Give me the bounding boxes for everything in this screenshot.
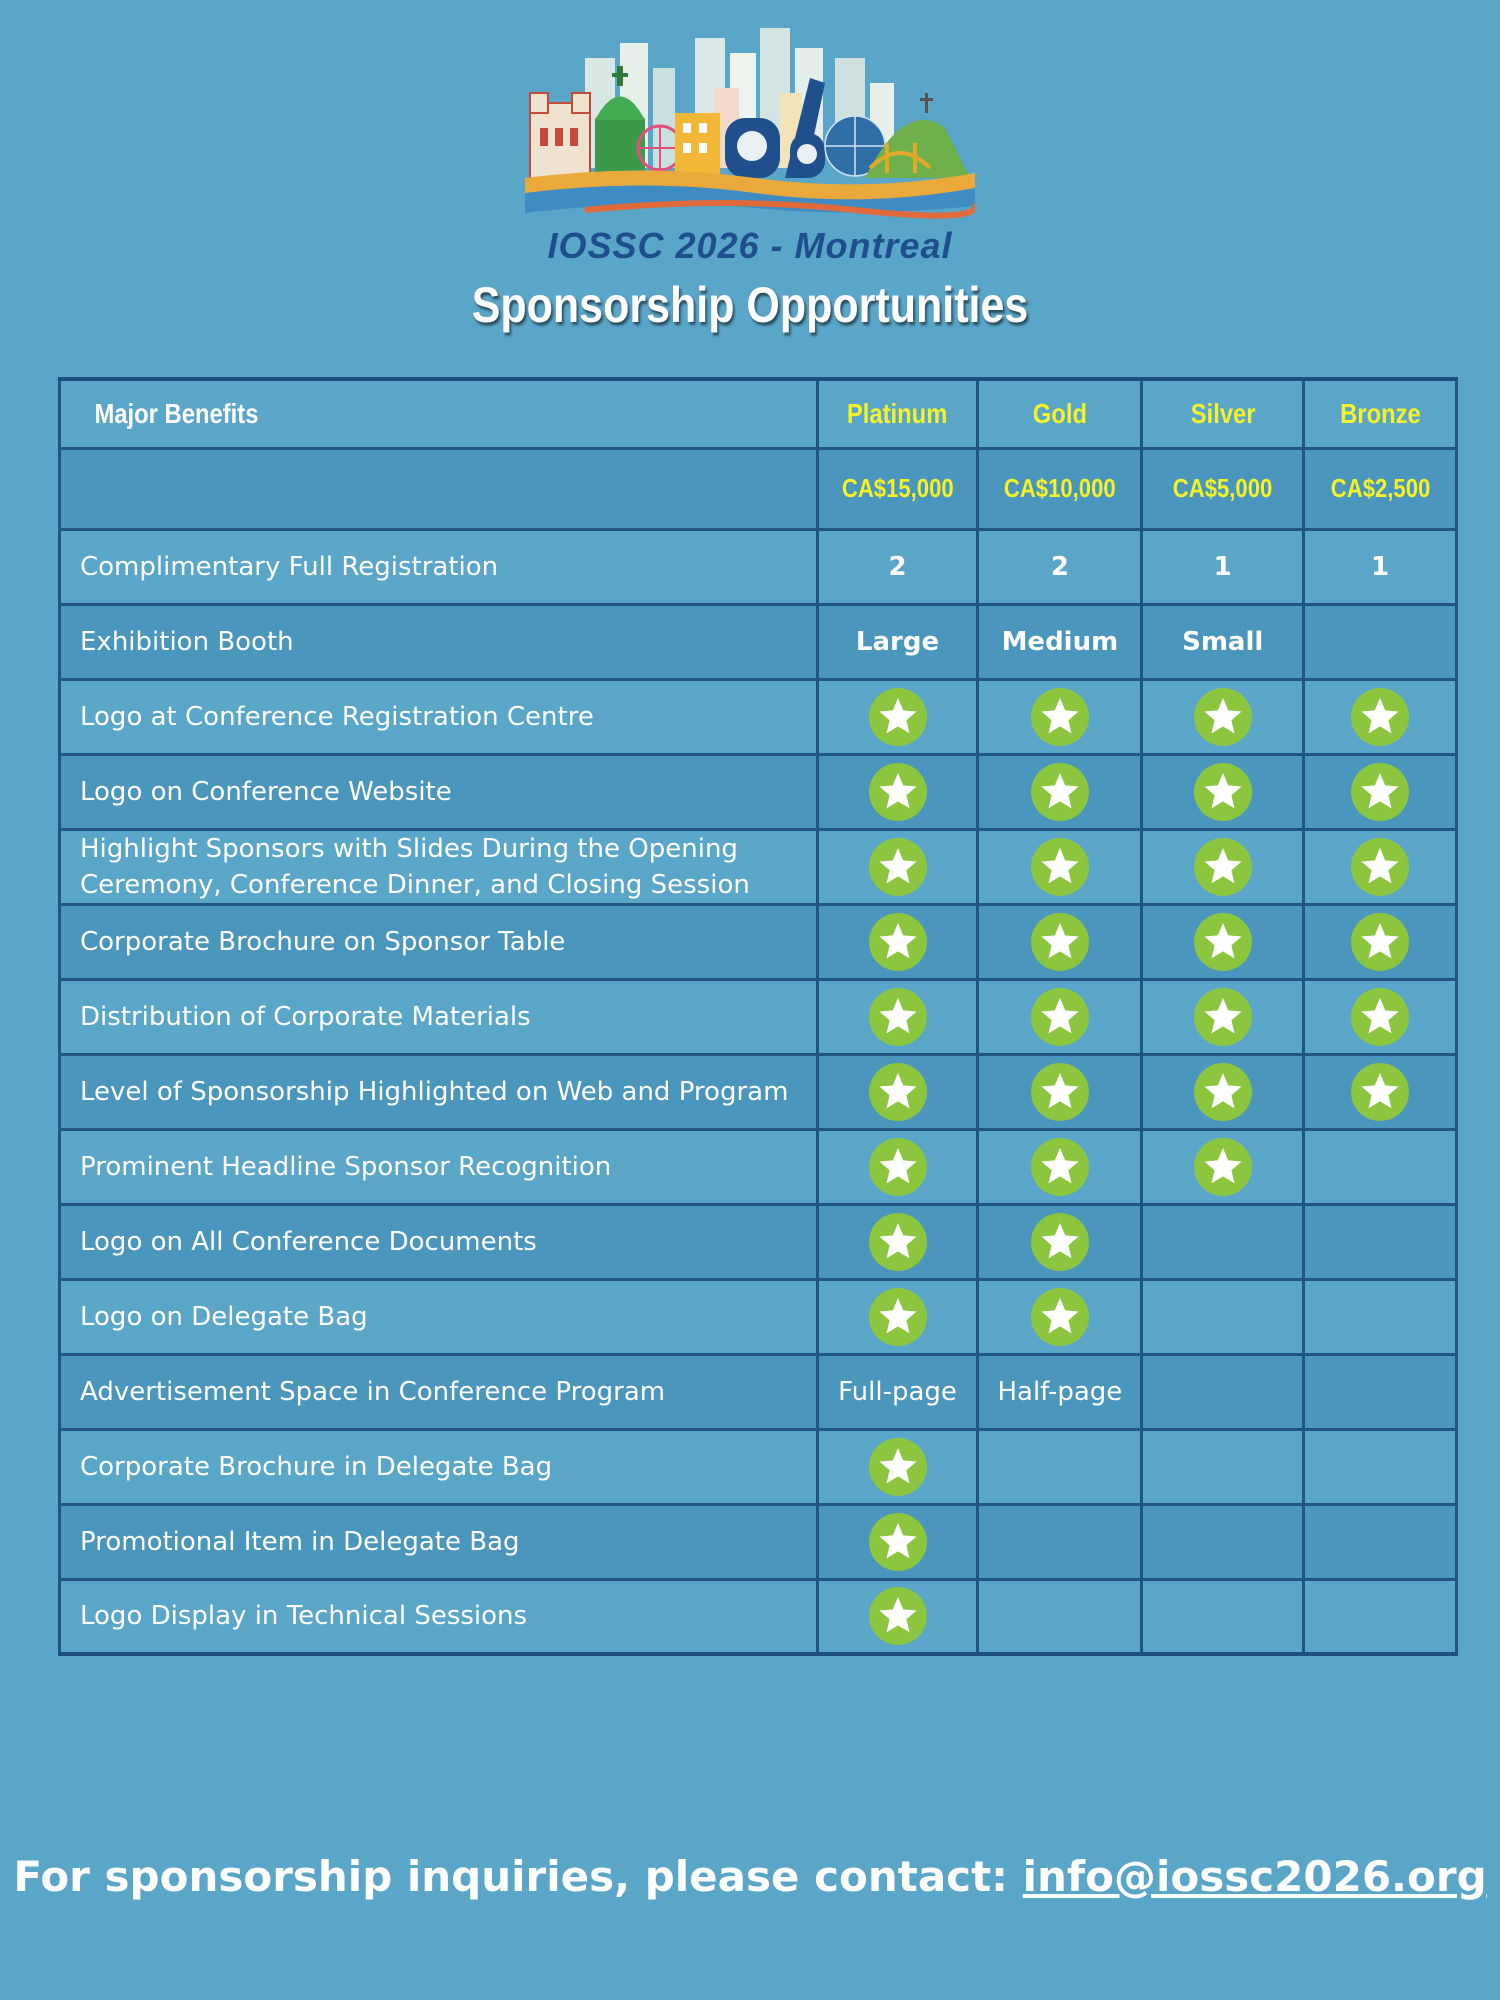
benefit-value-bronze xyxy=(1304,1429,1457,1504)
star-badge-icon xyxy=(869,688,927,746)
column-header-silver: Silver xyxy=(1142,379,1304,448)
star-badge-icon xyxy=(1351,763,1409,821)
benefit-included-silver xyxy=(1142,1054,1304,1129)
star-badge-icon xyxy=(1194,1138,1252,1196)
star-badge-icon xyxy=(869,1438,927,1496)
benefit-label: Distribution of Corporate Materials xyxy=(60,979,818,1054)
contact-email-link[interactable]: info@iossc2026.org xyxy=(1022,1852,1487,1901)
star-badge-icon xyxy=(1194,688,1252,746)
benefit-value-gold: 2 xyxy=(978,529,1142,604)
benefit-included-gold xyxy=(978,1279,1142,1354)
table-row xyxy=(60,829,1457,904)
sponsorship-table xyxy=(58,377,1458,1656)
benefit-value-silver xyxy=(1142,1504,1304,1579)
benefit-value-bronze: 1 xyxy=(1304,529,1457,604)
benefit-value-gold: Half-page xyxy=(978,1354,1142,1429)
benefit-included-gold xyxy=(978,1129,1142,1204)
benefit-label: Promotional Item in Delegate Bag xyxy=(60,1504,818,1579)
benefit-label: Logo Display in Technical Sessions xyxy=(60,1579,818,1654)
benefit-included-gold xyxy=(978,904,1142,979)
table-row xyxy=(60,1429,1457,1504)
benefit-value-silver: Small xyxy=(1142,604,1304,679)
benefit-included-platinum xyxy=(817,1054,978,1129)
star-badge-icon xyxy=(1194,1063,1252,1121)
column-header-platinum: Platinum xyxy=(817,379,978,448)
benefit-included-bronze xyxy=(1304,754,1457,829)
star-badge-icon xyxy=(869,988,927,1046)
benefit-included-silver xyxy=(1142,829,1304,904)
table-row xyxy=(60,1129,1457,1204)
montreal-skyline-icon xyxy=(525,28,975,228)
benefit-included-gold xyxy=(978,829,1142,904)
benefit-value-gold: Medium xyxy=(978,604,1142,679)
benefit-label: Corporate Brochure in Delegate Bag xyxy=(60,1429,818,1504)
star-badge-icon xyxy=(1194,763,1252,821)
table-row xyxy=(60,1054,1457,1129)
benefit-value-gold xyxy=(978,1504,1142,1579)
star-badge-icon xyxy=(1031,1288,1089,1346)
star-badge-icon xyxy=(1031,763,1089,821)
benefit-value-platinum: Full-page xyxy=(817,1354,978,1429)
table-row xyxy=(60,979,1457,1054)
star-badge-icon xyxy=(1194,988,1252,1046)
benefit-value-gold xyxy=(978,1429,1142,1504)
benefit-included-platinum xyxy=(817,1204,978,1279)
price-row xyxy=(60,448,1457,529)
benefit-label: Advertisement Space in Conference Program xyxy=(60,1354,818,1429)
benefit-included-silver xyxy=(1142,979,1304,1054)
benefit-included-silver xyxy=(1142,1129,1304,1204)
star-badge-icon xyxy=(1031,1138,1089,1196)
benefit-value-silver: 1 xyxy=(1142,529,1304,604)
column-header-gold: Gold xyxy=(978,379,1142,448)
star-badge-icon xyxy=(1031,988,1089,1046)
benefit-label: Logo on Conference Website xyxy=(60,754,818,829)
benefit-label: Highlight Sponsors with Slides During the Opening Ceremony, Conference Dinner, and Closing Session xyxy=(60,829,818,904)
benefit-included-gold xyxy=(978,754,1142,829)
benefit-included-platinum xyxy=(817,1504,978,1579)
star-badge-icon xyxy=(1031,913,1089,971)
star-badge-icon xyxy=(1194,838,1252,896)
page-title: Sponsorship Opportunities xyxy=(471,277,1029,333)
benefit-included-gold xyxy=(978,1054,1142,1129)
contact-footer xyxy=(0,1852,1500,1901)
benefit-label: Logo on All Conference Documents xyxy=(60,1204,818,1279)
benefit-value-gold xyxy=(978,1579,1142,1654)
benefit-value-silver xyxy=(1142,1429,1304,1504)
table-row xyxy=(60,754,1457,829)
benefit-value-bronze xyxy=(1304,1129,1457,1204)
table-row xyxy=(60,529,1457,604)
benefit-value-bronze xyxy=(1304,1204,1457,1279)
star-badge-icon xyxy=(1351,688,1409,746)
benefit-included-platinum xyxy=(817,979,978,1054)
star-badge-icon xyxy=(1351,838,1409,896)
benefit-label: Logo on Delegate Bag xyxy=(60,1279,818,1354)
star-badge-icon xyxy=(869,1213,927,1271)
benefit-label: Prominent Headline Sponsor Recognition xyxy=(60,1129,818,1204)
star-badge-icon xyxy=(869,1063,927,1121)
star-badge-icon xyxy=(1031,1213,1089,1271)
benefit-value-silver xyxy=(1142,1354,1304,1429)
price-bronze: CA$2,500 xyxy=(1304,448,1457,529)
star-badge-icon xyxy=(1351,1063,1409,1121)
benefit-label: Logo at Conference Registration Centre xyxy=(60,679,818,754)
star-badge-icon xyxy=(869,913,927,971)
benefit-label: Level of Sponsorship Highlighted on Web and Program xyxy=(60,1054,818,1129)
benefit-included-platinum xyxy=(817,754,978,829)
benefit-included-bronze xyxy=(1304,904,1457,979)
benefit-included-platinum xyxy=(817,1129,978,1204)
table-header-row xyxy=(60,379,1457,448)
benefit-included-silver xyxy=(1142,754,1304,829)
event-name: IOSSC 2026 - Montreal xyxy=(547,225,953,266)
benefit-included-platinum xyxy=(817,1279,978,1354)
table-row xyxy=(60,679,1457,754)
benefit-included-platinum xyxy=(817,1579,978,1654)
benefit-included-bronze xyxy=(1304,979,1457,1054)
table-row xyxy=(60,1579,1457,1654)
benefit-label: Exhibition Booth xyxy=(60,604,818,679)
benefit-value-platinum: 2 xyxy=(817,529,978,604)
benefit-value-bronze xyxy=(1304,1354,1457,1429)
star-badge-icon xyxy=(869,1138,927,1196)
benefit-included-platinum xyxy=(817,829,978,904)
star-badge-icon xyxy=(1351,913,1409,971)
table-row xyxy=(60,1354,1457,1429)
star-badge-icon xyxy=(1031,1063,1089,1121)
star-badge-icon xyxy=(869,1513,927,1571)
benefit-value-bronze xyxy=(1304,1279,1457,1354)
benefit-included-gold xyxy=(978,679,1142,754)
price-platinum: CA$15,000 xyxy=(817,448,978,529)
benefit-value-bronze xyxy=(1304,604,1457,679)
star-badge-icon xyxy=(1351,988,1409,1046)
benefit-included-bronze xyxy=(1304,829,1457,904)
star-badge-icon xyxy=(869,1587,927,1645)
benefit-included-platinum xyxy=(817,1429,978,1504)
star-badge-icon xyxy=(1031,838,1089,896)
price-gold: CA$10,000 xyxy=(978,448,1142,529)
contact-text: For sponsorship inquiries, please contact: xyxy=(13,1852,1023,1901)
table-row xyxy=(60,1279,1457,1354)
benefit-included-bronze xyxy=(1304,679,1457,754)
benefit-included-platinum xyxy=(817,679,978,754)
benefit-included-bronze xyxy=(1304,1054,1457,1129)
column-header-benefits: Major Benefits xyxy=(60,379,818,448)
table-row xyxy=(60,904,1457,979)
price-silver: CA$5,000 xyxy=(1142,448,1304,529)
benefit-label: Complimentary Full Registration xyxy=(60,529,818,604)
star-badge-icon xyxy=(869,1288,927,1346)
benefit-included-platinum xyxy=(817,904,978,979)
benefit-value-bronze xyxy=(1304,1504,1457,1579)
column-header-bronze: Bronze xyxy=(1304,379,1457,448)
price-row-label xyxy=(60,448,818,529)
benefit-value-silver xyxy=(1142,1279,1304,1354)
benefit-included-gold xyxy=(978,979,1142,1054)
benefit-label: Corporate Brochure on Sponsor Table xyxy=(60,904,818,979)
benefit-value-bronze xyxy=(1304,1579,1457,1654)
star-badge-icon xyxy=(1031,688,1089,746)
star-badge-icon xyxy=(1194,913,1252,971)
star-badge-icon xyxy=(869,763,927,821)
table-row xyxy=(60,1504,1457,1579)
benefit-included-gold xyxy=(978,1204,1142,1279)
star-badge-icon xyxy=(869,838,927,896)
benefit-value-platinum: Large xyxy=(817,604,978,679)
benefit-included-silver xyxy=(1142,904,1304,979)
table-row xyxy=(60,1204,1457,1279)
benefit-included-silver xyxy=(1142,679,1304,754)
benefit-value-silver xyxy=(1142,1204,1304,1279)
table-row xyxy=(60,604,1457,679)
benefit-value-silver xyxy=(1142,1579,1304,1654)
